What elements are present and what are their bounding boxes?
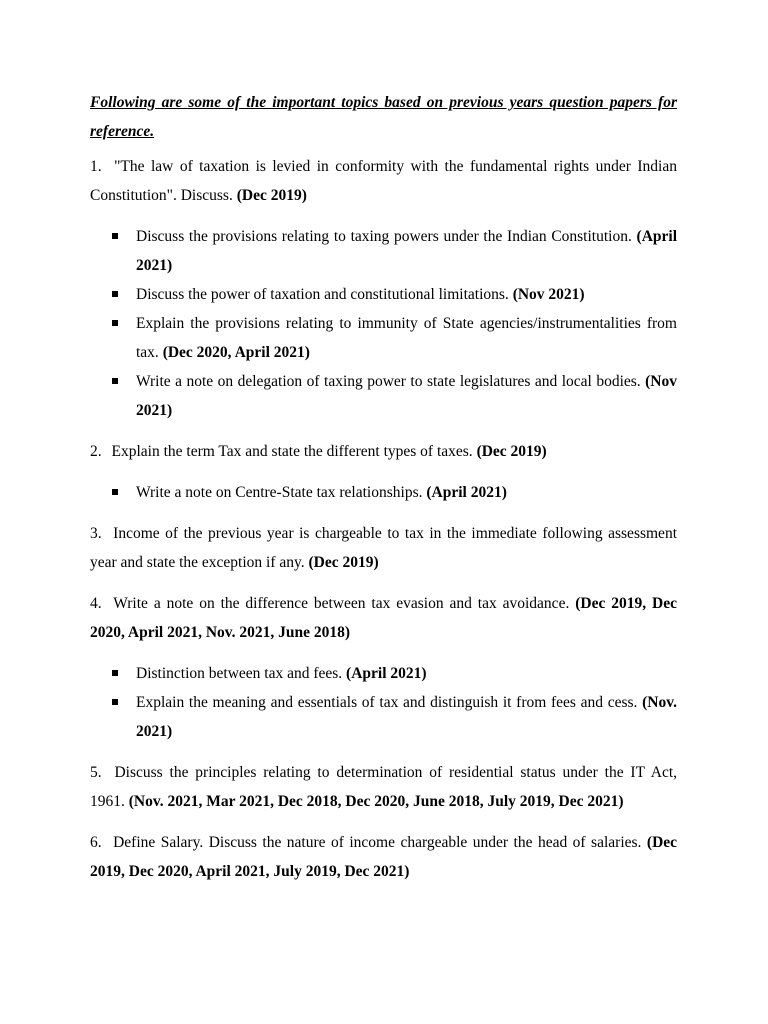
question-4 <box>90 589 677 647</box>
question-text: Discuss the principles relating to determination of residential status under the IT Act, 1961. <box>90 764 678 810</box>
question-2 <box>90 437 677 466</box>
exam-reference: (Nov. 2021) <box>136 694 678 740</box>
question-number: 5. <box>90 764 102 781</box>
subtopic-text: Write a note on Centre-State tax relationships. <box>136 484 423 501</box>
question-text: Income of the previous year is chargeable to tax in the immediate following assessment year and state the exception if any. <box>90 525 677 571</box>
square-bullet-icon <box>112 233 118 239</box>
square-bullet-icon <box>112 291 118 297</box>
list-item <box>136 688 677 746</box>
subtopic-text: Distinction between tax and fees. <box>136 665 343 682</box>
exam-reference: (Dec 2019) <box>476 443 547 460</box>
list-item <box>136 280 677 309</box>
exam-reference: (Dec 2019, Dec 2020, April 2021, Nov. 2021, June 2018) <box>90 595 677 641</box>
question-1 <box>90 152 677 210</box>
exam-reference: (Dec 2019, Dec 2020, April 2021, July 2019, Dec 2021) <box>90 834 678 880</box>
exam-reference: (Nov 2021) <box>512 286 585 303</box>
document-page <box>90 88 677 898</box>
exam-reference: (Dec 2019) <box>308 554 379 571</box>
question-2-subtopics <box>90 478 677 507</box>
subtopic-text: Discuss the power of taxation and constitutional limitations. <box>136 286 509 303</box>
exam-reference: (Nov. 2021, Mar 2021, Dec 2018, Dec 2020, June 2018, July 2019, Dec 2021) <box>128 793 624 810</box>
question-number: 4. <box>90 595 102 612</box>
list-item <box>136 309 677 367</box>
question-4-subtopics <box>90 659 677 746</box>
square-bullet-icon <box>112 320 118 326</box>
question-number: 1. <box>90 158 102 175</box>
list-item <box>136 659 677 688</box>
question-text: Explain the term Tax and state the different types of taxes. <box>111 443 473 460</box>
question-number: 2. <box>90 443 102 460</box>
square-bullet-icon <box>112 378 118 384</box>
exam-reference: (Nov 2021) <box>136 373 677 419</box>
list-item <box>136 478 677 507</box>
exam-reference: (April 2021) <box>346 665 427 682</box>
question-6 <box>90 828 677 886</box>
question-number: 6. <box>90 834 102 851</box>
subtopic-text: Write a note on delegation of taxing power to state legislatures and local bodies. <box>136 373 641 390</box>
question-text: Define Salary. Discuss the nature of income chargeable under the head of salaries. <box>113 834 642 851</box>
exam-reference: (April 2021) <box>426 484 507 501</box>
document-heading: Following are some of the important topics based on previous years question papers for reference. <box>90 94 677 140</box>
square-bullet-icon <box>112 699 118 705</box>
subtopic-text: Explain the meaning and essentials of tax and distinguish it from fees and cess. <box>136 694 638 711</box>
exam-reference: (Dec 2020, April 2021) <box>162 344 310 361</box>
question-3 <box>90 519 677 577</box>
list-item <box>136 222 677 280</box>
square-bullet-icon <box>112 670 118 676</box>
question-number: 3. <box>90 525 102 542</box>
subtopic-text: Explain the provisions relating to immunity of State agencies/instrumentalities from tax. <box>136 315 677 361</box>
subtopic-text: Discuss the provisions relating to taxing powers under the Indian Constitution. <box>136 228 632 245</box>
list-item <box>136 367 677 425</box>
exam-reference: (April 2021) <box>136 228 677 274</box>
square-bullet-icon <box>112 489 118 495</box>
question-text: "The law of taxation is levied in conformity with the fundamental rights under Indian Constitution". Discuss. <box>90 158 677 204</box>
exam-reference: (Dec 2019) <box>236 187 307 204</box>
question-text: Write a note on the difference between tax evasion and tax avoidance. <box>113 595 570 612</box>
question-1-subtopics <box>90 222 677 425</box>
question-5 <box>90 758 677 816</box>
